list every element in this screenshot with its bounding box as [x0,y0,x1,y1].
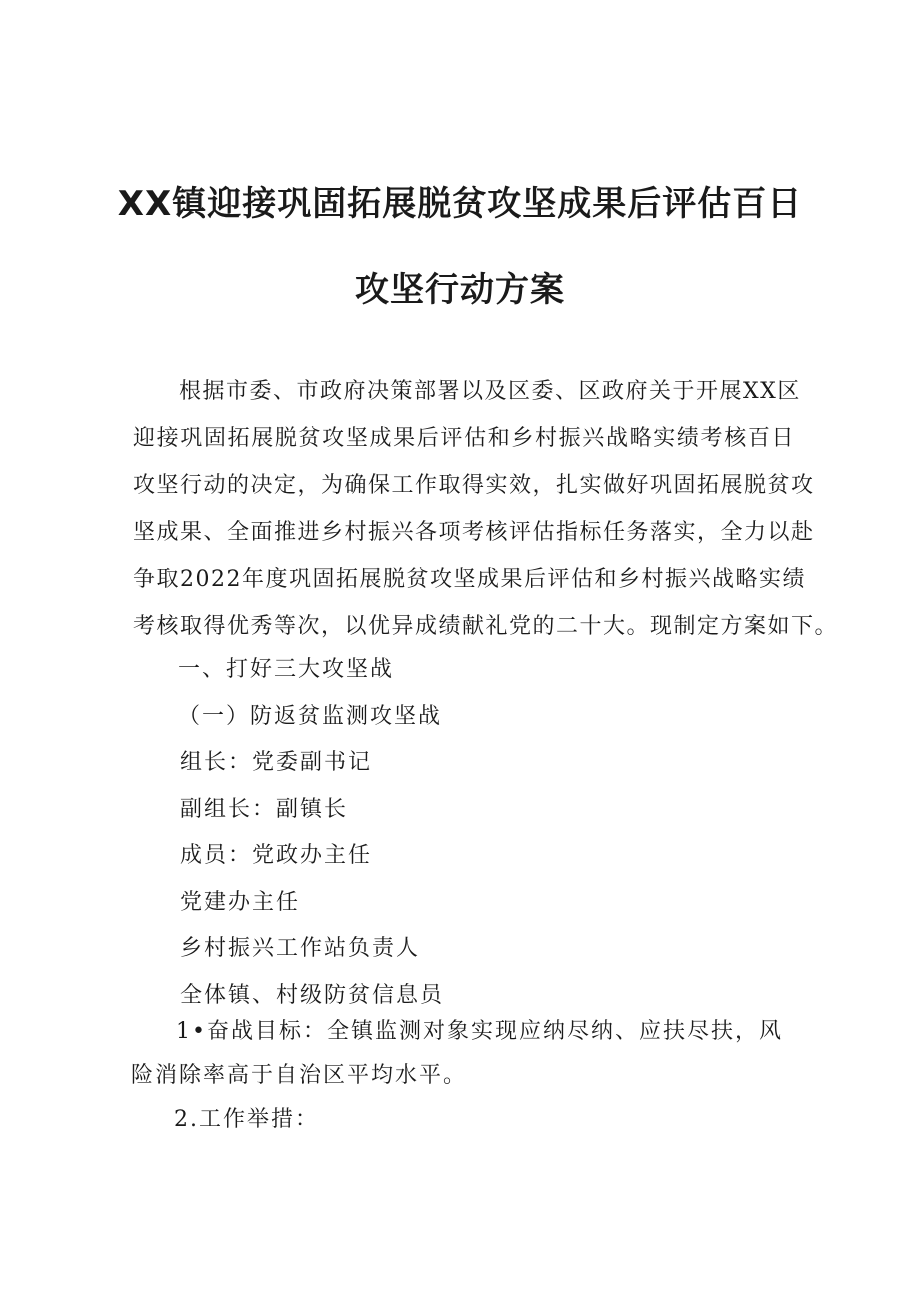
intro-line: 根据市委、市政府决策部署以及区委、区政府关于开展XX区 [179,379,801,404]
team-member: 全体镇、村级防贫信息员 [180,983,445,1008]
intro-line: 坚成果、全面推进乡村振兴各项考核评估指标任务落实，全力以赴 [133,520,815,545]
intro-line: 考核取得优秀等次，以优异成绩献礼党的二十大。现制定方案如下。 [133,614,839,639]
measures-heading: 2.工作举措： [174,1107,319,1132]
document-title-line-2: 攻坚行动方案 [355,270,565,310]
section-heading-1: 一、打好三大攻坚战 [178,657,395,682]
team-member: 乡村振兴工作站负责人 [180,936,421,961]
subsection-heading-1: （一）防返贫监测攻坚战 [178,704,443,729]
team-member: 党建办主任 [180,890,301,915]
intro-line: 争取2022年度巩固拓展脱贫攻坚成果后评估和乡村振兴战略实绩 [133,567,806,592]
intro-line: 攻坚行动的决定，为确保工作取得实效，扎实做好巩固拓展脱贫攻 [133,473,815,498]
team-members: 成员：党政办主任 [180,843,373,868]
goal-line-2: 险消除率高于自治区平均水平。 [131,1063,468,1088]
team-leader: 组长：党委副书记 [180,750,373,775]
intro-line: 迎接巩固拓展脱贫攻坚成果后评估和乡村振兴战略实绩考核百日 [133,426,795,451]
team-deputy-leader: 副组长：副镇长 [180,797,349,822]
document-title-line-1: XX镇迎接巩固拓展脱贫攻坚成果后评估百日 [117,184,803,224]
goal-line-1: 1•奋战目标：全镇监测对象实现应纳尽纳、应扶尽扶，风 [176,1019,783,1044]
intro-paragraph [133,368,839,650]
